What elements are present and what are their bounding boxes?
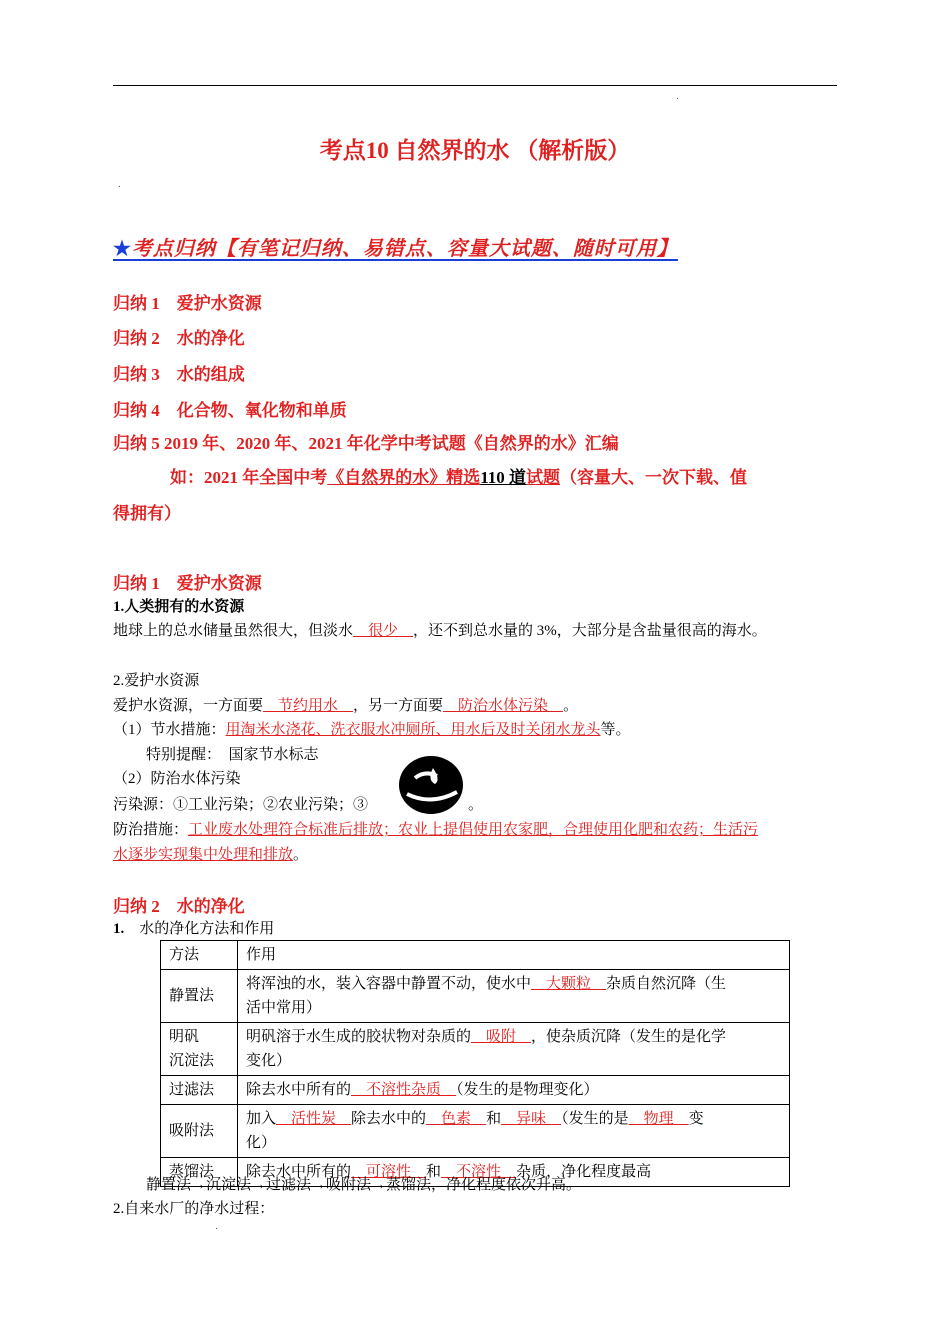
- outline-item-4[interactable]: 归纳 4 化合物、氧化物和单质: [113, 401, 347, 420]
- outline-item-1[interactable]: 归纳 1 爱护水资源: [113, 294, 262, 313]
- blank-answer: 活性炭: [276, 1111, 352, 1127]
- outline-item-3[interactable]: 归纳 3 水的组成: [113, 365, 245, 384]
- blank-answer: 色素: [426, 1111, 487, 1127]
- method-cell: 吸附法: [161, 1105, 238, 1158]
- summary-banner: [113, 232, 678, 261]
- outline-item-5[interactable]: 归纳 5 2019 年、2020 年、2021 年化学中考试题《自然界的水》汇编: [113, 434, 619, 453]
- blank-answer: 不溶性杂质: [351, 1082, 457, 1098]
- special-tip: 特别提醒： 国家节水标志: [146, 747, 319, 763]
- effect-cell: 将浑浊的水，装入容器中静置不动，使水中 大颗粒 杂质自然沉降（生 活中常用）: [238, 970, 790, 1023]
- method-cell: 静置法: [161, 970, 238, 1023]
- pollution-heading: （2）防治水体污染: [113, 771, 241, 787]
- method-cell: 过滤法: [161, 1076, 238, 1105]
- blank-answer: 异味: [501, 1111, 562, 1127]
- pollution-measures-2: 水逐步实现集中处理和排放。: [113, 847, 309, 863]
- effect-cell: 加入 活性炭 除去水中的 色素 和 异味 （发生的是 物理 变 化）: [238, 1105, 790, 1158]
- blank-answer: 物理: [628, 1111, 689, 1127]
- header-rule: [113, 85, 837, 86]
- promo-tail: （容量大、一次下载、值: [560, 468, 748, 487]
- blank-answer: 大颗粒: [531, 976, 607, 992]
- blank-answer: 防治水体污染: [443, 698, 564, 714]
- sec2-p1-title: 1. 水的净化方法和作用: [113, 921, 275, 937]
- promo-line: [170, 463, 747, 488]
- section-2-heading: 归纳 2 水的净化: [113, 897, 245, 916]
- table-header-cell: 方法: [161, 941, 238, 970]
- effect-cell: 明矾溶于水生成的胶状物对杂质的 吸附 ，使杂质沉降（发生的是化学 变化）: [238, 1023, 790, 1076]
- blank-answer: 很少: [353, 623, 414, 639]
- promo-count[interactable]: 110 道: [480, 468, 527, 487]
- method-cell: 蒸馏法: [161, 1158, 238, 1187]
- section-1-heading: 归纳 1 爱护水资源: [113, 574, 262, 593]
- table-row: [161, 1023, 790, 1076]
- blank-answer: 水逐步实现集中处理和排放: [113, 847, 294, 863]
- water-saving-measures: （1）节水措施：用淘米水浇花、洗衣服水冲厕所、用水后及时关闭水龙头等。: [113, 722, 631, 738]
- para-mark: .: [215, 1222, 218, 1232]
- star-icon: ★: [113, 236, 132, 260]
- table-row: [161, 1076, 790, 1105]
- para-mark: .: [118, 180, 121, 190]
- sec2-p2-title: 2.自来水厂的净水过程：: [113, 1201, 275, 1217]
- pollution-measures-1: 防治措施：工业废水处理符合标准后排放；农业上提倡使用农家肥，合理使用化肥和农药；生活污: [113, 822, 759, 838]
- page-title: 考点10 自然界的水 （解析版）: [319, 138, 631, 163]
- sec1-p1-title: 1.人类拥有的水资源: [113, 599, 245, 615]
- water-saving-logo-icon: [397, 754, 465, 816]
- method-cell: 明矾 沉淀法: [161, 1023, 238, 1076]
- blank-answer: 用淘米水浇花、洗衣服水冲厕所、用水后及时关闭水龙头: [225, 722, 601, 738]
- sec1-p2-text: 爱护水资源，一方面要 节约用水 ，另一方面要 防治水体污染 。: [113, 698, 579, 714]
- banner-text: 考点归纳【有笔记归纳、易错点、容量大试题、随时可用】: [131, 236, 678, 260]
- promo-pre: 如：2021 年全国中考: [170, 468, 328, 487]
- pollution-sources-end: 。: [468, 797, 484, 813]
- blank-answer: 节约用水: [263, 698, 354, 714]
- sec1-p2-title: 2.爱护水资源: [113, 673, 200, 689]
- purification-table: [160, 940, 790, 1187]
- blank-answer: 吸附: [471, 1029, 532, 1045]
- pollution-sources: 污染源：①工业污染；②农业污染；③: [113, 797, 369, 813]
- blank-answer: 不溶性: [441, 1164, 517, 1180]
- promo-post[interactable]: 试题: [526, 468, 561, 487]
- header-mark: .: [676, 92, 679, 102]
- outline-item-2[interactable]: 归纳 2 水的净化: [113, 329, 245, 348]
- table-header-row: [161, 941, 790, 970]
- purification-order: 静置法→沉淀法→过滤法→吸附法→蒸馏法，净化程度依次升高。: [146, 1177, 582, 1193]
- sec1-p1-text: 地球上的总水储量虽然很大，但淡水 很少 ，还不到总水量的 3%，大部分是含盐量很高的海水。: [113, 623, 767, 639]
- effect-cell: 除去水中所有的 不溶性杂质 （发生的是物理变化）: [238, 1076, 790, 1105]
- table-header-cell: 作用: [238, 941, 790, 970]
- effect-cell: 除去水中所有的 可溶性 和 不溶性 杂质，净化程度最高: [238, 1158, 790, 1187]
- promo-line-2: 得拥有）: [113, 504, 181, 523]
- promo-link[interactable]: 《自然界的水》精选: [327, 468, 481, 487]
- blank-answer: 工业废水处理符合标准后排放；农业上提倡使用农家肥，合理使用化肥和农药；生活污: [188, 822, 759, 838]
- table-row: [161, 970, 790, 1023]
- blank-answer: 可溶性: [351, 1164, 427, 1180]
- table-row: [161, 1105, 790, 1158]
